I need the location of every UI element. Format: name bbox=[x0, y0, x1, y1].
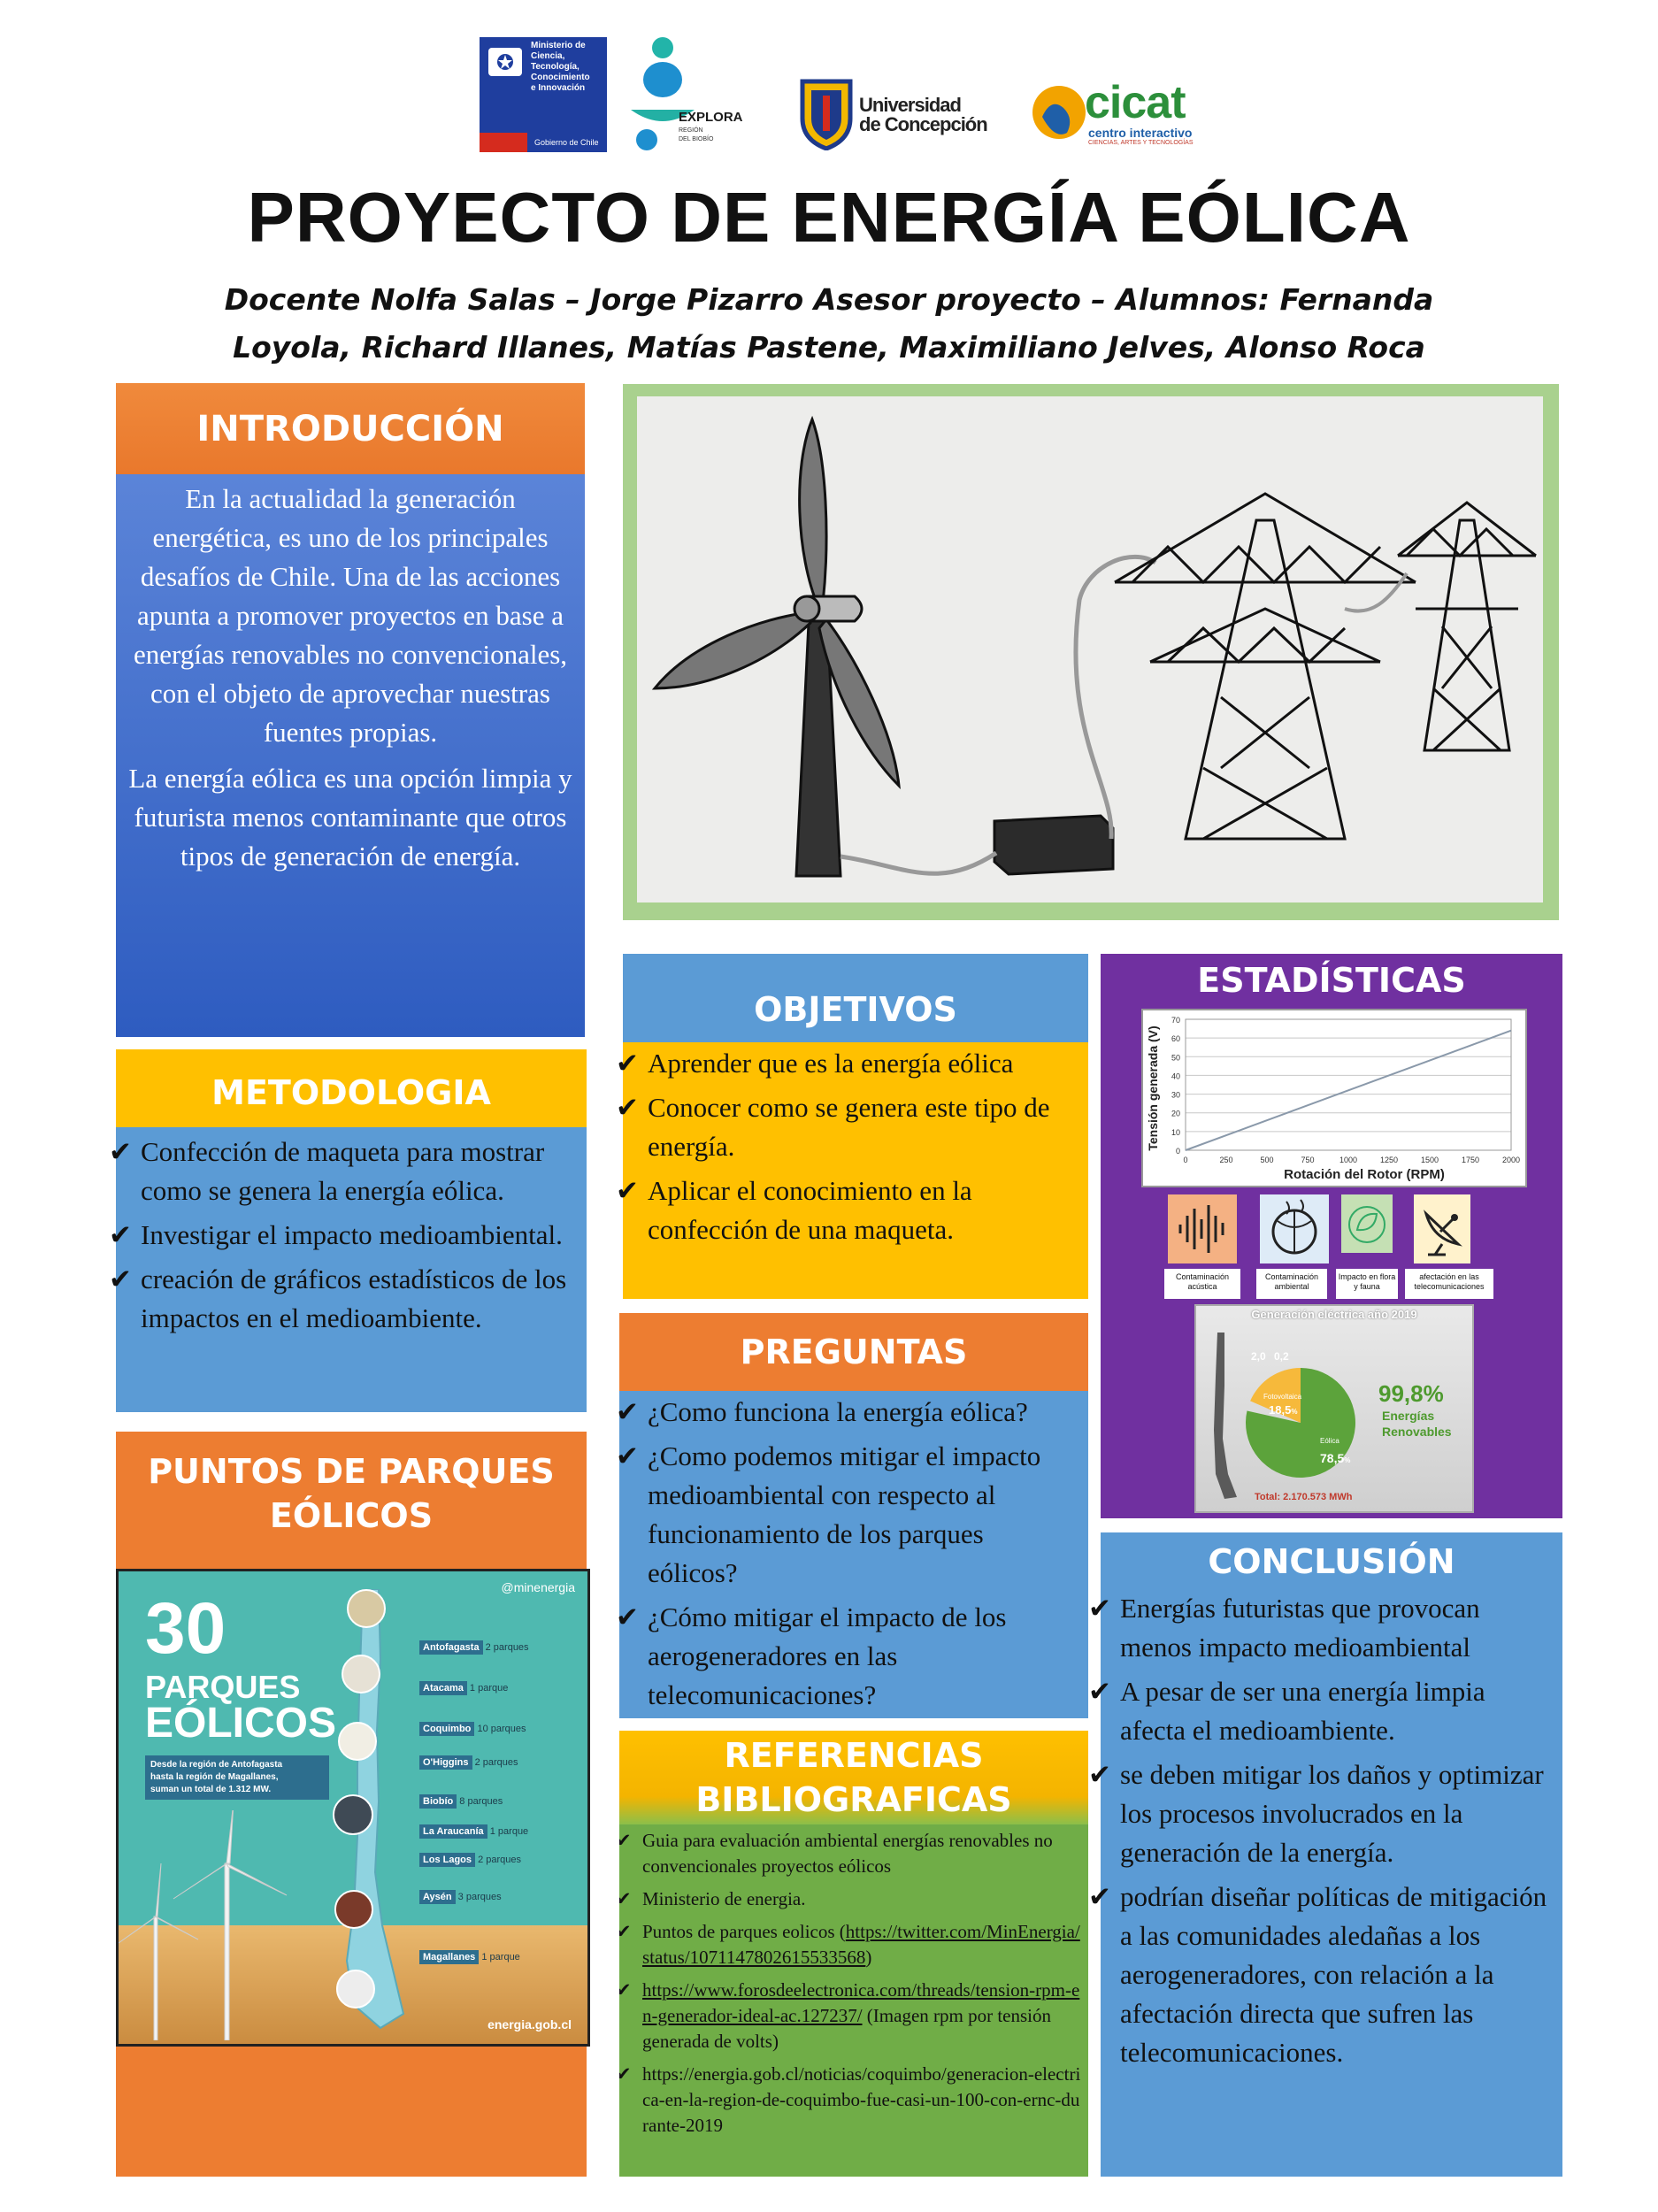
chart-ylabel: Tensión generada (V) bbox=[1146, 1025, 1160, 1151]
puntos-title-line: PUNTOS DE PARQUES bbox=[148, 1452, 555, 1491]
region-thumb bbox=[333, 1794, 373, 1835]
region-parks: 2 parques bbox=[474, 1757, 518, 1768]
objetivos-header bbox=[623, 954, 1088, 1042]
chart-xtick-label: 1750 bbox=[1461, 1156, 1480, 1164]
region-thumb bbox=[334, 1890, 373, 1929]
list-item: ✔ podrían diseñar políticas de mitigación a las comunidades aledañas a los aerogeneradores, con relación a la afectación directa que sufren las telecomunicaciones. bbox=[1088, 1878, 1554, 2072]
intro-paragraph: La energía eólica es una opción limpia y futurista menos contaminante que otros tipos de generación de energía. bbox=[128, 763, 572, 872]
infographic-desc bbox=[145, 1755, 329, 1800]
chart-canvas bbox=[1143, 1010, 1525, 1186]
chart-ytick-label: 10 bbox=[1171, 1127, 1180, 1137]
chart-series-line bbox=[1186, 1031, 1511, 1150]
objetivos-list bbox=[616, 1044, 1076, 1249]
metodologia-title: METODOLOGIA bbox=[211, 1073, 491, 1112]
list-item: ✔ Energías futuristas que provocan menos impacto medioambiental bbox=[1088, 1589, 1554, 1667]
wind-turbine-drawing-icon bbox=[637, 396, 1543, 902]
region-parks: 1 parque bbox=[469, 1683, 509, 1694]
wind-label: Eólica bbox=[1320, 1437, 1339, 1445]
list-item bbox=[619, 1978, 1083, 2055]
chart-xlabel: Rotación del Rotor (RPM) bbox=[1284, 1167, 1445, 1182]
cicat-sub2: CIENCIAS, ARTES Y TECNOLOGÍAS bbox=[1088, 140, 1194, 146]
impact-card bbox=[1414, 1194, 1470, 1263]
referencias-list bbox=[619, 1828, 1083, 2139]
infographic-word1: PARQUES bbox=[145, 1669, 301, 1705]
chart-xtick-label: 1250 bbox=[1379, 1156, 1399, 1164]
intro-header bbox=[116, 383, 585, 474]
region-name: Magallanes bbox=[419, 1950, 479, 1964]
udec-shield-icon bbox=[799, 78, 854, 150]
ministerio-line: e Innovación bbox=[531, 83, 586, 93]
chart-xtick-label: 1500 bbox=[1420, 1156, 1439, 1164]
authors-subtitle bbox=[159, 276, 1499, 372]
list-item bbox=[619, 2062, 1083, 2139]
intro-paragraph: En la actualidad la generación energética, es uno de los principales desafíos de Chile. Una de las acciones apunta a promover proyectos en base a energías renovables no convencionales, con el objeto de aprovechar nuestras fuentes propias. bbox=[133, 483, 568, 748]
infographic-word2: EÓLICOS bbox=[145, 1700, 337, 1747]
rpm-voltage-chart bbox=[1141, 1009, 1527, 1187]
region-label bbox=[419, 1683, 508, 1694]
region-parks: 1 parque bbox=[481, 1952, 520, 1962]
chart-xtick-label: 500 bbox=[1260, 1156, 1274, 1164]
explora-logo bbox=[624, 35, 756, 154]
ministerio-line: Ciencia, bbox=[531, 51, 565, 61]
region-parks: 3 parques bbox=[457, 1892, 502, 1902]
cicat-sub1: centro interactivo bbox=[1088, 126, 1193, 140]
renewables-line: Renovables bbox=[1382, 1425, 1452, 1439]
region-thumb bbox=[338, 1722, 377, 1761]
ministerio-logo-red-stripe bbox=[480, 133, 527, 152]
region-name: Coquimbo bbox=[419, 1722, 474, 1736]
region-parks: 2 parques bbox=[478, 1855, 522, 1865]
reference-after: ) bbox=[865, 1947, 872, 1968]
list-item: ✔ ¿Como funciona la energía eólica? bbox=[616, 1393, 1078, 1432]
ministerio-logo bbox=[480, 37, 607, 152]
preguntas-body bbox=[619, 1391, 1088, 1718]
puntos-title-line: EÓLICOS bbox=[269, 1496, 434, 1535]
generation-title: Generación eléctrica año 2019 bbox=[1251, 1308, 1417, 1321]
subtitle-line: Loyola, Richard Illanes, Matías Pastene, Maximiliano Jelves, Alonso Roca bbox=[233, 330, 1425, 365]
impact-card bbox=[1260, 1194, 1329, 1263]
metodologia-body bbox=[116, 1127, 587, 1412]
referencias-header bbox=[619, 1731, 1088, 1824]
infographic-big-number: 30 bbox=[145, 1588, 226, 1669]
hero-image bbox=[637, 396, 1543, 902]
impact-card bbox=[1168, 1194, 1237, 1263]
conclusion-list bbox=[1088, 1589, 1554, 2072]
list-item: ✔ Aprender que es la energía eólica bbox=[616, 1044, 1076, 1083]
region-name: Biobío bbox=[419, 1794, 457, 1809]
region-label bbox=[419, 1757, 518, 1768]
ministerio-line: Tecnología, bbox=[531, 62, 580, 72]
region-label bbox=[419, 1826, 528, 1837]
reference-text: Ministerio de energia. bbox=[642, 1888, 806, 1909]
objetivos-body bbox=[623, 1042, 1088, 1299]
region-label bbox=[419, 1642, 529, 1653]
chart-xtick-label: 0 bbox=[1183, 1156, 1188, 1164]
wind-value bbox=[1320, 1451, 1350, 1465]
ministerio-text bbox=[531, 41, 590, 94]
generation-small2: 0,2 bbox=[1274, 1350, 1289, 1363]
list-item: ✔ ¿Cómo mitigar el impacto de los aerogeneradores en las telecomunicaciones? bbox=[616, 1598, 1078, 1715]
ministerio-shield-icon bbox=[485, 42, 526, 83]
cicat-hand-icon bbox=[1028, 81, 1090, 143]
region-thumb bbox=[336, 1970, 375, 2008]
impact-label: Contaminación ambiental bbox=[1256, 1269, 1327, 1299]
udec-line2: de Concepción bbox=[859, 113, 987, 135]
estadisticas-panel bbox=[1101, 954, 1562, 1518]
chart-ytick-label: 70 bbox=[1171, 1016, 1180, 1025]
puntos-header bbox=[116, 1440, 587, 1547]
list-item: ✔ Aplicar el conocimiento en la confección de una maqueta. bbox=[616, 1171, 1076, 1249]
wind-value-number: 78,5 bbox=[1320, 1451, 1345, 1465]
parques-infographic bbox=[116, 1569, 590, 2047]
conclusion-panel bbox=[1101, 1532, 1562, 2177]
wind-value-unit: % bbox=[1344, 1456, 1351, 1464]
region-parks: 10 parques bbox=[477, 1724, 526, 1734]
region-label bbox=[419, 1724, 526, 1734]
satellite-icon bbox=[1414, 1194, 1470, 1263]
infographic-desc-line: hasta la región de Magallanes, bbox=[150, 1772, 279, 1782]
leaf-icon bbox=[1341, 1194, 1393, 1253]
chart-ytick-label: 50 bbox=[1171, 1053, 1180, 1063]
chile-map-icon bbox=[1205, 1333, 1240, 1501]
explora-sub1: REGIÓN bbox=[679, 127, 703, 134]
region-thumb bbox=[342, 1655, 380, 1694]
region-label bbox=[419, 1796, 503, 1807]
metodologia-list bbox=[109, 1133, 574, 1338]
cicat-logo bbox=[1028, 77, 1223, 152]
region-label bbox=[419, 1855, 521, 1865]
generation-total: Total: 2.170.573 MWh bbox=[1255, 1492, 1353, 1502]
estadisticas-header bbox=[1101, 954, 1562, 1007]
referencias-title-line: BIBLIOGRAFICAS bbox=[695, 1780, 1012, 1819]
list-item: ✔ A pesar de ser una energía limpia afecta el medioambiente. bbox=[1088, 1672, 1554, 1750]
list-item: ✔ Investigar el impacto medioambiental. bbox=[109, 1216, 574, 1255]
reference-text: Guia para evaluación ambiental energías renovables no convencionales proyectos eólicos bbox=[642, 1830, 1053, 1877]
impact-card bbox=[1341, 1194, 1393, 1253]
list-item: ✔ Confección de maqueta para mostrar como se genera la energía eólica. bbox=[109, 1133, 574, 1210]
chart-grid bbox=[1186, 1019, 1511, 1150]
turbines-icon bbox=[119, 1810, 313, 2040]
reference-link[interactable]: https://twitter.com/MinEnergia/status/1071147802615533568 bbox=[642, 1921, 1080, 1968]
chart-ytick-label: 60 bbox=[1171, 1034, 1180, 1044]
chart-ytick-label: 30 bbox=[1171, 1090, 1180, 1100]
reference-text: https://energia.gob.cl/noticias/coquimbo/generacion-electrica-en-la-region-de-coquimbo-fue-casi-un-100-con-ernc-durante-2019 bbox=[642, 2063, 1081, 2136]
chart-ytick-label: 40 bbox=[1171, 1071, 1180, 1081]
estadisticas-title: ESTADÍSTICAS bbox=[1197, 961, 1466, 1000]
region-thumb bbox=[347, 1589, 386, 1628]
chart-plot-border bbox=[1186, 1019, 1511, 1150]
region-name: O'Higgins bbox=[419, 1755, 472, 1770]
region-parks: 1 parque bbox=[489, 1826, 529, 1837]
region-label bbox=[419, 1892, 502, 1902]
explora-sub2: DEL BIOBÍO bbox=[679, 136, 714, 142]
conclusion-body bbox=[1088, 1589, 1554, 2078]
list-item bbox=[619, 1919, 1083, 1970]
subtitle-line: Docente Nolfa Salas – Jorge Pizarro Asesor proyecto – Alumnos: Fernanda bbox=[224, 282, 1434, 317]
chart-series bbox=[1186, 1031, 1511, 1150]
preguntas-list bbox=[616, 1393, 1078, 1715]
list-item: ✔ ¿Como podemos mitigar el impacto medioambiental con respecto al funcionamiento de los parques eólicos? bbox=[616, 1437, 1078, 1593]
reference-text: Puntos de parques eolicos ( bbox=[642, 1921, 846, 1942]
list-item bbox=[619, 1886, 1083, 1912]
region-name: Antofagasta bbox=[419, 1640, 483, 1655]
reference-link[interactable]: https://www.forosdeelectronica.com/threads/tension-rpm-en-generador-ideal-ac.127237/ bbox=[642, 1979, 1080, 2026]
chart-ytick-label: 20 bbox=[1171, 1109, 1180, 1118]
region-name: Atacama bbox=[419, 1681, 467, 1695]
referencias-title-line: REFERENCIAS bbox=[724, 1736, 984, 1775]
udec-line1: Universidad bbox=[859, 94, 961, 116]
list-item: ✔ Conocer como se genera este tipo de energía. bbox=[616, 1088, 1076, 1166]
globe-icon bbox=[1260, 1194, 1329, 1263]
explora-name: EXPLORA bbox=[679, 110, 743, 125]
list-item: ✔ se deben mitigar los daños y optimizar los procesos involucrados en la generación de la energía. bbox=[1088, 1755, 1554, 1872]
reference-after: (Imagen rpm por tensión generada de volts) bbox=[642, 2005, 1051, 2052]
infographic-desc-line: Desde la región de Antofagasta bbox=[150, 1760, 283, 1770]
conclusion-title: CONCLUSIÓN bbox=[1208, 1542, 1455, 1581]
chart-ytick-label: 0 bbox=[1175, 1147, 1180, 1156]
region-parks: 2 parques bbox=[485, 1642, 529, 1653]
cicat-name: cicat bbox=[1085, 77, 1186, 128]
generation-card bbox=[1194, 1304, 1474, 1513]
list-item: ✔ creación de gráficos estadísticos de los impactos en el medioambiente. bbox=[109, 1260, 574, 1338]
impact-label: Impacto en flora y fauna bbox=[1336, 1269, 1398, 1299]
page-title: PROYECTO DE ENERGÍA EÓLICA bbox=[247, 178, 1411, 257]
region-name: La Araucanía bbox=[419, 1824, 487, 1839]
infographic-handle: @minenergia bbox=[501, 1580, 575, 1594]
udec-logo bbox=[799, 78, 989, 154]
region-name: Aysén bbox=[419, 1890, 456, 1904]
chart-xtick-label: 750 bbox=[1301, 1156, 1315, 1164]
impact-label: Contaminación acústica bbox=[1164, 1269, 1240, 1299]
impact-label: afectación en las telecomunicaciones bbox=[1405, 1269, 1493, 1299]
intro-title: INTRODUCCIÓN bbox=[196, 408, 504, 449]
ministerio-line: Conocimiento bbox=[531, 73, 590, 82]
region-parks: 8 parques bbox=[459, 1796, 503, 1807]
renewables-line: Energías bbox=[1382, 1409, 1435, 1423]
intro-body bbox=[116, 474, 585, 1037]
hero-frame bbox=[623, 384, 1559, 920]
referencias-body bbox=[619, 1824, 1088, 2177]
ministerio-line: Ministerio de bbox=[531, 41, 586, 50]
impact-icons bbox=[1168, 1194, 1539, 1301]
chart-xtick-label: 1000 bbox=[1339, 1156, 1358, 1164]
solar-value bbox=[1269, 1403, 1297, 1417]
infographic-site: energia.gob.cl bbox=[487, 2017, 572, 2032]
ministerio-footer: Gobierno de Chile bbox=[534, 138, 599, 147]
solar-value-number: 18,5 bbox=[1269, 1403, 1292, 1417]
list-item bbox=[619, 1828, 1083, 1879]
generation-pie bbox=[1239, 1361, 1362, 1485]
renewables-percent: 99,8% bbox=[1378, 1380, 1444, 1407]
sound-wave-icon bbox=[1168, 1194, 1237, 1263]
region-name: Los Lagos bbox=[419, 1853, 475, 1867]
solar-label: Fotovoltaica bbox=[1263, 1393, 1302, 1401]
metodologia-header bbox=[116, 1049, 587, 1127]
objetivos-title: OBJETIVOS bbox=[754, 990, 957, 1029]
solar-value-unit: % bbox=[1291, 1408, 1298, 1416]
preguntas-header bbox=[619, 1313, 1088, 1391]
preguntas-title: PREGUNTAS bbox=[740, 1333, 968, 1371]
infographic-desc-line: suman un total de 1.312 MW. bbox=[150, 1785, 272, 1794]
conclusion-header bbox=[1101, 1532, 1562, 1591]
chart-xtick-label: 2000 bbox=[1501, 1156, 1521, 1164]
generation-small1: 2,0 bbox=[1251, 1350, 1266, 1363]
region-label bbox=[419, 1952, 520, 1962]
chart-xtick-label: 250 bbox=[1219, 1156, 1233, 1164]
